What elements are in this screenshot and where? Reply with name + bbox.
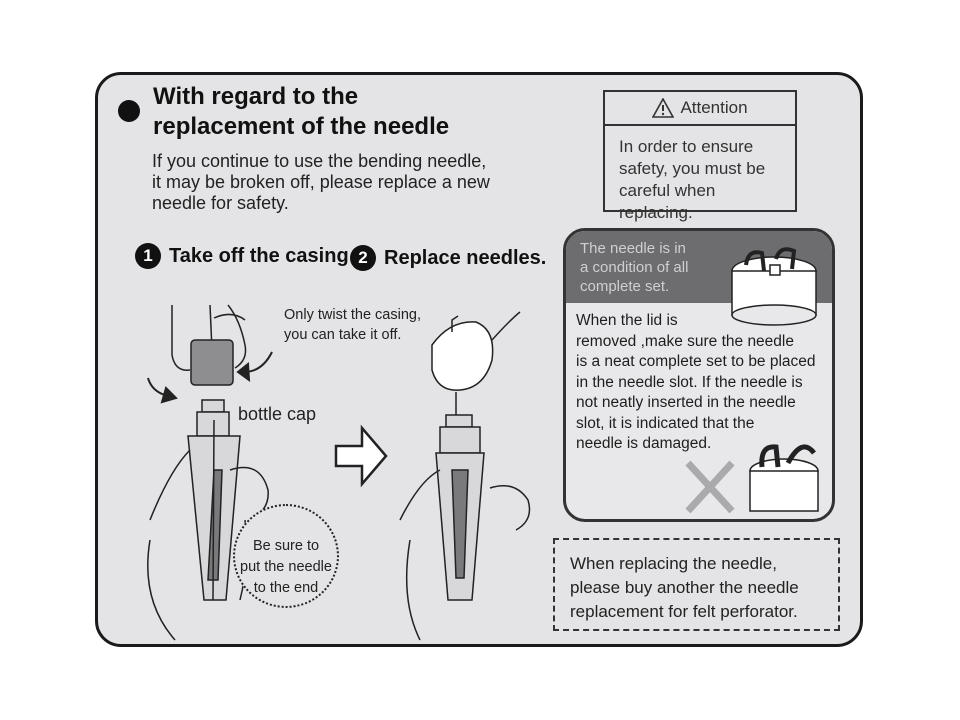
bottle-cap-label: bottle cap (238, 404, 317, 424)
step-1-heading (135, 243, 349, 269)
callout-line-1: Be sure to (252, 538, 320, 554)
fingers-casing-drawing (172, 305, 246, 385)
intro-text (152, 151, 552, 214)
damaged-needle-set-drawing (750, 447, 818, 511)
warning-triangle-icon (652, 98, 674, 118)
intro-line-1: If you continue to use the bending needle, (152, 151, 487, 171)
needle-replace-drawing (400, 312, 530, 640)
purchase-line-3: replacement for felt perforator. (570, 602, 798, 621)
banner-line-3: complete set. (580, 278, 670, 295)
attention-line-3: careful when replacing. (619, 181, 716, 222)
intro-line-3: needle for safety. (152, 193, 289, 213)
replacement-purchase-note (553, 538, 840, 631)
twist-line-1: Only twist the casing, (284, 307, 421, 323)
note-line-2: removed ,make sure the needle (576, 332, 794, 350)
banner-line-2: a condition of all (580, 259, 689, 276)
note-line-3: is a neat complete set to be placed (576, 353, 816, 370)
step-1-number: 1 (135, 243, 161, 269)
needle-condition-note (563, 228, 835, 522)
attention-heading (605, 92, 795, 126)
attention-line-2: safety, you must be (619, 159, 766, 178)
purchase-note-text (570, 552, 840, 624)
damaged-needle-x-icon (688, 463, 732, 511)
note-line-5: not neatly inserted in the needle (576, 394, 796, 411)
step-2-heading (350, 245, 546, 271)
section-bullet-icon (118, 100, 140, 122)
step-arrow (336, 428, 386, 484)
purchase-line-1: When replacing the needle, (570, 554, 777, 573)
step-1-label: Take off the casing (169, 244, 349, 267)
note-line-7: needle is damaged. (576, 435, 712, 452)
step-2-label: Replace needles. (384, 246, 547, 269)
intro-line-2: it may be broken off, please replace a new (152, 172, 490, 192)
purchase-line-2: please buy another the needle (570, 578, 799, 597)
banner-line-1: The needle is in (580, 240, 686, 257)
callout-line-3: to the end (253, 580, 319, 596)
step-2-number: 2 (350, 245, 376, 271)
twist-casing-label (284, 305, 421, 345)
callout-line-2: put the needle (240, 559, 332, 575)
attention-body (619, 136, 789, 224)
note-text (576, 311, 828, 455)
title-line-2: replacement of the needle (153, 113, 450, 140)
title-line-1: With regard to the (153, 83, 359, 110)
attention-label: Attention (680, 98, 748, 117)
note-line-1: When the lid is (576, 312, 678, 329)
page-title (153, 82, 449, 142)
twist-line-2: you can take it off. (284, 327, 402, 343)
note-line-6: slot, it is indicated that the (576, 414, 755, 432)
note-line-4: in the needle slot. If the needle is (576, 373, 803, 391)
callout-text (235, 536, 337, 599)
attention-box (603, 90, 797, 222)
attention-line-1: In order to ensure (619, 137, 754, 156)
put-needle-end-callout (233, 504, 339, 608)
